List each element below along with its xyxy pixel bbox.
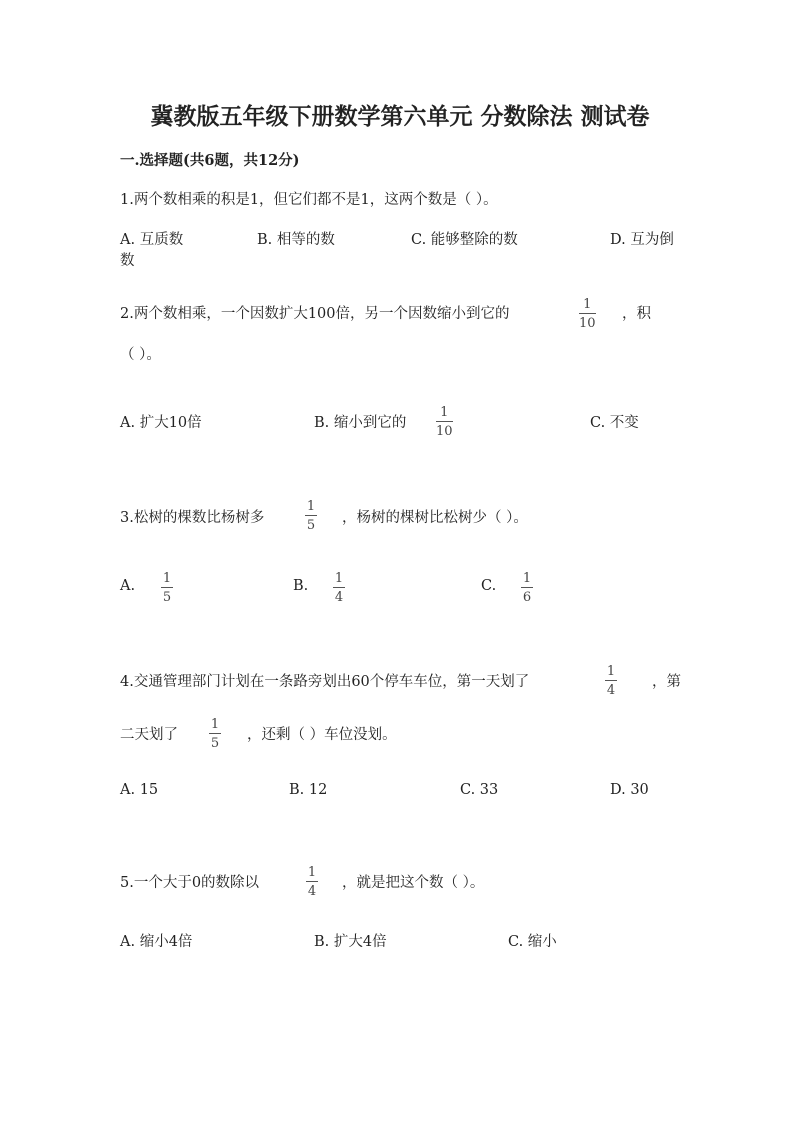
question-4-fraction-1 [605,665,617,697]
fraction-numerator: 1 [334,571,344,586]
fraction-denominator: 5 [306,518,316,533]
section-heading: 一.选择题(共6题，共12分) [120,152,300,169]
question-4-line2-start: 二天划了 [120,727,178,743]
question-4-text: 4.交通管理部门计划在一条路旁划出60个停车车位，第一天划了 [120,674,530,690]
question-3-option-b-fraction [333,572,345,604]
fraction-numerator: 1 [162,571,172,586]
fraction-denominator: 4 [307,884,317,899]
question-3-text: 3.松树的棵数比杨树多 [120,510,265,526]
question-5-text-end: ，就是把这个数（ ）。 [342,875,485,891]
question-1-option-d-wrap: 数 [120,253,135,269]
fraction-denominator: 4 [334,590,344,605]
question-4-fraction-2 [209,718,221,750]
question-5-option-a: A. 缩小4倍 [120,934,193,950]
question-3-text-end: ，杨树的棵树比松树少（ ）。 [342,510,528,526]
question-4-option-a: A. 15 [120,782,159,798]
question-4-option-d: D. 30 [610,782,649,798]
question-3-option-c-fraction [521,572,533,604]
fraction-denominator: 10 [436,424,453,439]
question-5-option-b: B. 扩大4倍 [314,934,387,950]
question-1-option-c: C. 能够整除的数 [411,232,518,248]
question-4-line2-end: ，还剩（ ）车位没划。 [247,727,397,743]
question-3-option-a: A. [120,578,136,594]
question-2-text-line2: （ ）。 [120,347,161,363]
fraction-numerator: 1 [440,405,449,420]
fraction-denominator: 5 [210,736,220,751]
question-1-option-a: A. 互质数 [120,232,184,248]
page-title: 冀教版五年级下册数学第六单元 分数除法 测试卷 [150,103,650,130]
question-1-option-d: D. 互为倒 [610,232,674,248]
question-2-text-end: ，积 [622,306,651,322]
fraction-denominator: 5 [162,590,172,605]
question-2-option-b: B. 缩小到它的 [314,415,407,431]
question-5-text: 5.一个大于0的数除以 [120,875,260,891]
question-2-text: 2.两个数相乘，一个因数扩大100倍，另一个因数缩小到它的 [120,306,510,322]
fraction-denominator: 6 [522,590,532,605]
question-2-option-c: C. 不变 [590,415,639,431]
question-2-fraction [579,298,596,330]
question-2-option-a: A. 扩大10倍 [120,415,202,431]
fraction-numerator: 1 [210,717,220,732]
fraction-numerator: 1 [583,297,592,312]
question-3-fraction [305,500,317,532]
fraction-numerator: 1 [522,571,532,586]
question-5-fraction [306,866,318,898]
fraction-numerator: 1 [307,865,317,880]
question-1-text: 1.两个数相乘的积是1，但它们都不是1，这两个数是（ ）。 [120,192,498,208]
question-2-option-b-fraction [436,406,453,438]
question-3-option-a-fraction [161,572,173,604]
question-1-option-b: B. 相等的数 [257,232,335,248]
fraction-numerator: 1 [306,499,316,514]
fraction-denominator: 10 [579,316,596,331]
question-3-option-c: C. [481,578,497,594]
question-4-option-b: B. 12 [289,782,328,798]
question-3-option-b: B. [293,578,309,594]
question-4-text-end: ，第 [652,674,681,690]
fraction-denominator: 4 [606,683,616,698]
question-5-option-c: C. 缩小 [508,934,557,950]
question-4-option-c: C. 33 [460,782,499,798]
fraction-numerator: 1 [606,664,616,679]
